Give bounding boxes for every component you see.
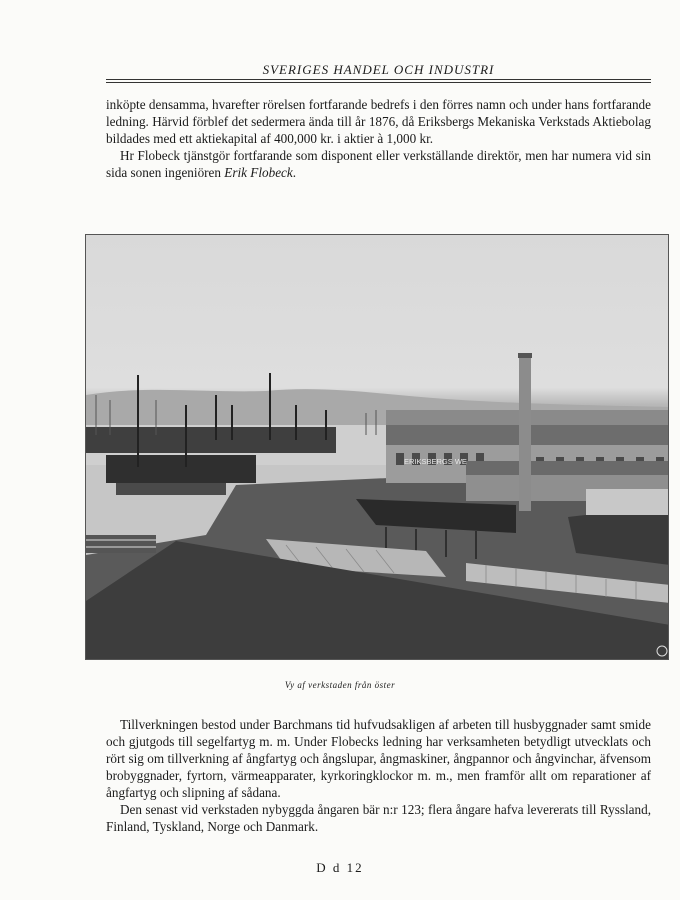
running-header: SVERIGES HANDEL OCH INDUSTRI bbox=[262, 62, 495, 77]
paragraph bbox=[106, 147, 651, 181]
header-rule bbox=[106, 82, 651, 83]
shipyard-photograph bbox=[85, 234, 669, 660]
paragraph: Den senast vid verkstaden nybyggda ångaren bär n:r 123; flera ångare hafva levererats till Ryssland, Finland, Tyskland, Norge och Danmark. bbox=[106, 802, 651, 834]
photo-illustration bbox=[86, 235, 669, 660]
paragraph: inköpte densamma, hvarefter rörelsen fortfarande bedrefs i den förres namn och under hans fortfarande ledning. Härvid förblef det sedermera ända till år 1876, då Eriksbergs Mekaniska Verkstads Aktiebolag bildades med ett aktiekapital af 400,000 kr. i aktier à 1,000 kr. bbox=[106, 97, 651, 146]
bottom-text bbox=[106, 716, 651, 835]
paragraph: Tillverkningen bestod under Barchmans tid hufvudsakligen af arbeten till husbyggnader samt smide och gjutgods till segelfartyg m. m. Under Flobecks ledning har verksamheten betydligt utvecklats och rört sig om tillverkning af ångfartyg och ångslupar, ångmaskiner, ångpannor och ångvinchar, äfvensom brobyggnader, fyrtorn, värmeapparater, kyrkoringklockor m. m., men framför allt om reparationer af ångfartyg och slipning af sådana. bbox=[106, 717, 651, 800]
person-name: Erik Flobeck bbox=[224, 165, 293, 180]
top-text bbox=[106, 96, 651, 181]
text-span: Hr Flobeck tjänstgör fortfarande som disponent eller verkställande direktör, men har numera vid sin sida sonen ingeniören bbox=[106, 148, 651, 180]
header-rule bbox=[106, 79, 651, 80]
signature-mark: D d 12 bbox=[316, 860, 364, 875]
photo-caption: Vy af verkstaden från öster bbox=[284, 680, 396, 690]
building-sign: ERIKSBERGS WE bbox=[404, 457, 467, 466]
text-span: . bbox=[292, 165, 297, 180]
